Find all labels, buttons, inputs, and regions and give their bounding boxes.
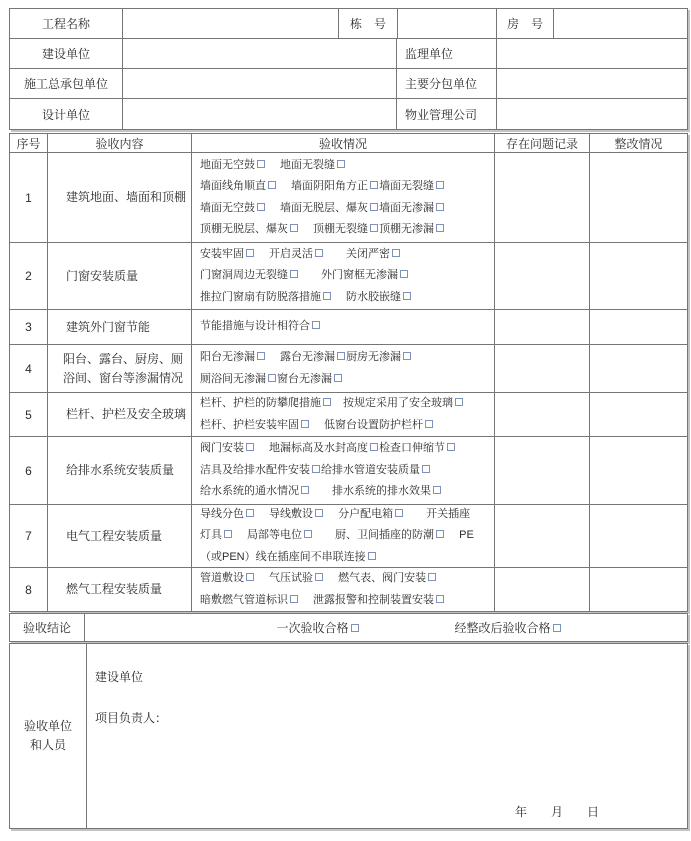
row-1-problem[interactable] bbox=[495, 153, 590, 243]
situation-line: 推拉门窗扇有防脱落措施 防水胶嵌缝 bbox=[200, 287, 492, 309]
checkbox-icon[interactable] bbox=[290, 224, 298, 232]
row-2-rectify[interactable] bbox=[590, 243, 688, 310]
checkbox-icon[interactable] bbox=[403, 292, 411, 300]
owner-unit-signoff-label: 建设单位 bbox=[95, 670, 144, 684]
checkbox-icon[interactable] bbox=[400, 270, 408, 278]
building-no-label: 栋 号 bbox=[339, 9, 398, 39]
row-2-problem[interactable] bbox=[495, 243, 590, 310]
situation-line: （或PEN）线在插座间不串联连接 bbox=[200, 547, 492, 568]
checkbox-icon[interactable] bbox=[290, 270, 298, 278]
header-rectify: 整改情况 bbox=[590, 134, 688, 153]
row-2-seq: 2 bbox=[10, 243, 48, 310]
situation-line: 暗敷燃气管道标识 泄露报警和控制装置安装 bbox=[200, 590, 492, 612]
header-seq: 序号 bbox=[10, 134, 48, 153]
situation-line: 墙面无空鼓 墙面无脱层、爆灰 墙面无渗漏 bbox=[200, 198, 492, 220]
checkbox-icon[interactable] bbox=[425, 420, 433, 428]
project-name-value[interactable] bbox=[123, 9, 339, 39]
checkbox-icon[interactable] bbox=[447, 443, 455, 451]
checkbox-icon[interactable] bbox=[368, 552, 376, 560]
header-situation: 验收情况 bbox=[192, 134, 495, 153]
situation-line: 洁具及给排水配件安装 给排水管道安装质量 bbox=[200, 460, 492, 482]
checkbox-icon[interactable] bbox=[436, 203, 444, 211]
signoff-table bbox=[9, 643, 688, 829]
checkbox-icon[interactable] bbox=[428, 573, 436, 581]
conclusion-label: 验收结论 bbox=[10, 614, 85, 642]
row-7-situation bbox=[192, 505, 495, 568]
subcontractor-label: 主要分包单位 bbox=[397, 69, 497, 99]
situation-line: 栏杆、护栏的防攀爬措施 按规定采用了安全玻璃 bbox=[200, 393, 492, 415]
row-8-content: 燃气工程安装质量 bbox=[48, 568, 192, 612]
checkbox-icon[interactable] bbox=[370, 443, 378, 451]
checkbox-icon[interactable] bbox=[257, 203, 265, 211]
info-row-designer bbox=[10, 99, 688, 130]
signoff-row bbox=[10, 644, 688, 829]
table-row bbox=[10, 505, 688, 568]
conclusion-option-first-pass: 一次验收合格 bbox=[276, 619, 359, 636]
checklist-table bbox=[9, 133, 688, 612]
checkbox-icon[interactable] bbox=[553, 624, 561, 632]
checkbox-icon[interactable] bbox=[304, 530, 312, 538]
checkbox-icon[interactable] bbox=[312, 465, 320, 473]
checkbox-icon[interactable] bbox=[370, 224, 378, 232]
room-no-value[interactable] bbox=[554, 9, 688, 39]
row-1-rectify[interactable] bbox=[590, 153, 688, 243]
row-3-seq: 3 bbox=[10, 310, 48, 345]
info-row-contractor bbox=[10, 69, 688, 99]
row-5-situation bbox=[192, 393, 495, 437]
checkbox-icon[interactable] bbox=[257, 352, 265, 360]
checkbox-icon[interactable] bbox=[422, 465, 430, 473]
checkbox-icon[interactable] bbox=[455, 398, 463, 406]
situation-line: 灯具 局部等电位 厨、卫间插座的防潮 PE bbox=[200, 529, 474, 542]
row-5-content: 栏杆、护栏及安全玻璃 bbox=[48, 393, 192, 437]
design-unit-value[interactable] bbox=[123, 99, 397, 130]
checkbox-icon[interactable] bbox=[315, 509, 323, 517]
checkbox-icon[interactable] bbox=[351, 624, 359, 632]
general-contractor-value[interactable] bbox=[123, 69, 397, 99]
table-row bbox=[10, 393, 688, 437]
row-4-content: 阳台、露台、厨房、厕浴间、窗台等渗漏情况 bbox=[48, 345, 192, 393]
header-problems: 存在问题记录 bbox=[495, 134, 590, 153]
row-4-rectify[interactable] bbox=[590, 345, 688, 393]
row-3-content: 建筑外门窗节能 bbox=[48, 310, 192, 345]
project-name-label: 工程名称 bbox=[10, 9, 123, 39]
checkbox-icon[interactable] bbox=[436, 595, 444, 603]
row-5-seq: 5 bbox=[10, 393, 48, 437]
row-6-seq: 6 bbox=[10, 437, 48, 505]
checkbox-icon[interactable] bbox=[315, 249, 323, 257]
signoff-label-line1: 验收单位 bbox=[23, 719, 72, 733]
row-5-rectify[interactable] bbox=[590, 393, 688, 437]
subcontractor-value[interactable] bbox=[497, 69, 688, 99]
checkbox-icon[interactable] bbox=[301, 420, 309, 428]
row-3-rectify[interactable] bbox=[590, 310, 688, 345]
row-4-seq: 4 bbox=[10, 345, 48, 393]
situation-line: 安装牢固 开启灵活 关闭严密 bbox=[200, 244, 492, 266]
checkbox-icon[interactable] bbox=[312, 321, 320, 329]
row-7-content: 电气工程安装质量 bbox=[48, 505, 192, 568]
situation-line: 地面无空鼓 地面无裂缝 bbox=[200, 155, 492, 177]
checkbox-icon[interactable] bbox=[334, 374, 342, 382]
row-3-situation bbox=[192, 310, 495, 345]
situation-line: 给水系统的通水情况 排水系统的排水效果 bbox=[200, 481, 492, 503]
row-8-seq: 8 bbox=[10, 568, 48, 612]
checkbox-icon[interactable] bbox=[224, 530, 232, 538]
row-7-problem[interactable] bbox=[495, 505, 590, 568]
conclusion-option-after-rectify: 经整改后验收合格 bbox=[455, 619, 562, 636]
checkbox-icon[interactable] bbox=[268, 181, 276, 189]
checkbox-icon[interactable] bbox=[290, 595, 298, 603]
checkbox-icon[interactable] bbox=[246, 573, 254, 581]
info-row-project bbox=[10, 9, 688, 39]
property-company-label: 物业管理公司 bbox=[397, 99, 497, 130]
situation-line: 门窗洞周边无裂缝 外门窗框无渗漏 bbox=[200, 265, 492, 287]
checkbox-icon[interactable] bbox=[392, 249, 400, 257]
checkbox-icon[interactable] bbox=[246, 249, 254, 257]
row-3-problem[interactable] bbox=[495, 310, 590, 345]
checkbox-icon[interactable] bbox=[403, 352, 411, 360]
checkbox-icon[interactable] bbox=[246, 509, 254, 517]
situation-line: 栏杆、护栏安装牢固 低窗台设置防护栏杆 bbox=[200, 415, 492, 437]
row-8-rectify[interactable] bbox=[590, 568, 688, 612]
row-1-content: 建筑地面、墙面和顶棚 bbox=[48, 153, 192, 243]
table-row bbox=[10, 568, 688, 612]
checkbox-icon[interactable] bbox=[301, 486, 309, 494]
table-row bbox=[10, 345, 688, 393]
project-manager-label: 项目负责人： bbox=[95, 711, 168, 725]
situation-line: 节能措施与设计相符合 bbox=[200, 316, 492, 338]
checkbox-icon[interactable] bbox=[337, 160, 345, 168]
design-unit-label: 设计单位 bbox=[10, 99, 123, 130]
building-no-value[interactable] bbox=[398, 9, 497, 39]
table-row bbox=[10, 153, 688, 243]
row-6-content: 给排水系统安装质量 bbox=[48, 437, 192, 505]
checklist-header-row bbox=[10, 134, 688, 153]
conclusion-options bbox=[85, 614, 688, 642]
date-fields[interactable]: 年 月 日 bbox=[514, 805, 599, 819]
row-2-situation bbox=[192, 243, 495, 310]
checkbox-icon[interactable] bbox=[436, 530, 444, 538]
info-row-construction bbox=[10, 39, 688, 69]
situation-line: 厕浴间无渗漏 窗台无渗漏 bbox=[200, 369, 492, 391]
checkbox-icon[interactable] bbox=[395, 509, 403, 517]
row-4-situation bbox=[192, 345, 495, 393]
general-contractor-label: 施工总承包单位 bbox=[10, 69, 123, 99]
row-1-seq: 1 bbox=[10, 153, 48, 243]
row-6-problem[interactable] bbox=[495, 437, 590, 505]
situation-line: 管道敷设 气压试验 燃气表、阀门安装 bbox=[200, 568, 492, 590]
checkbox-icon[interactable] bbox=[323, 398, 331, 406]
supervision-unit-label: 监理单位 bbox=[397, 39, 497, 69]
signoff-label-line2: 和人员 bbox=[29, 738, 66, 752]
situation-line: 导线分色 导线敷设 分户配电箱 开关插座 bbox=[200, 507, 471, 520]
checkbox-icon[interactable] bbox=[370, 181, 378, 189]
row-6-situation bbox=[192, 437, 495, 505]
row-1-situation bbox=[192, 153, 495, 243]
table-row bbox=[10, 437, 688, 505]
conclusion-row bbox=[10, 614, 688, 642]
checkbox-icon[interactable] bbox=[436, 181, 444, 189]
row-8-problem[interactable] bbox=[495, 568, 590, 612]
signoff-content bbox=[87, 644, 688, 829]
signoff-label bbox=[10, 644, 87, 829]
row-8-situation bbox=[192, 568, 495, 612]
conclusion-table bbox=[9, 613, 688, 642]
row-4-problem[interactable] bbox=[495, 345, 590, 393]
owner-unit-value[interactable] bbox=[123, 39, 397, 69]
row-6-rectify[interactable] bbox=[590, 437, 688, 505]
property-company-value[interactable] bbox=[497, 99, 688, 130]
project-info-table bbox=[9, 8, 688, 130]
checkbox-icon[interactable] bbox=[246, 443, 254, 451]
situation-line: 墙面线角顺直 墙面阴阳角方正 墙面无裂缝 bbox=[200, 176, 492, 198]
row-7-rectify[interactable] bbox=[590, 505, 688, 568]
row-7-seq: 7 bbox=[10, 505, 48, 568]
supervision-unit-value[interactable] bbox=[497, 39, 688, 69]
checkbox-icon[interactable] bbox=[323, 292, 331, 300]
checkbox-icon[interactable] bbox=[337, 352, 345, 360]
checkbox-icon[interactable] bbox=[257, 160, 265, 168]
row-2-content: 门窗安装质量 bbox=[48, 243, 192, 310]
situation-line: 阀门安装 地漏标高及水封高度 检查口伸缩节 bbox=[200, 438, 492, 460]
header-content: 验收内容 bbox=[48, 134, 192, 153]
table-row bbox=[10, 243, 688, 310]
room-no-label: 房 号 bbox=[497, 9, 554, 39]
situation-line: 顶棚无脱层、爆灰 顶棚无裂缝 顶棚无渗漏 bbox=[200, 219, 492, 241]
table-row bbox=[10, 310, 688, 345]
checkbox-icon[interactable] bbox=[433, 486, 441, 494]
checkbox-icon[interactable] bbox=[315, 573, 323, 581]
checkbox-icon[interactable] bbox=[268, 374, 276, 382]
checkbox-icon[interactable] bbox=[370, 203, 378, 211]
checkbox-icon[interactable] bbox=[436, 224, 444, 232]
situation-line: 阳台无渗漏 露台无渗漏 厨房无渗漏 bbox=[200, 347, 492, 369]
row-5-problem[interactable] bbox=[495, 393, 590, 437]
owner-unit-label: 建设单位 bbox=[10, 39, 123, 69]
